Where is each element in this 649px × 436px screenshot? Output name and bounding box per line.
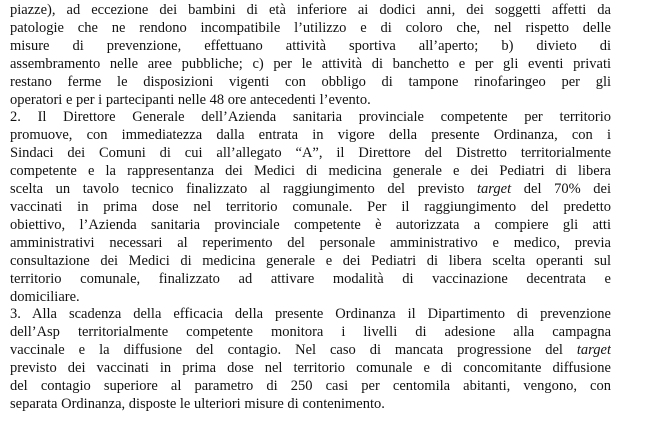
italic-term: target [477,181,512,198]
text-line [10,271,611,289]
paragraph-2 [10,109,611,306]
text-line [10,378,611,396]
text-segment: Sindaci dei Comuni di cui all’allegato “A”, il Direttore del Distretto territorialmente [10,145,611,162]
text-segment: consultazione dei Medici di medicina generale e dei Pediatri di libera scelta operanti sul [10,252,611,269]
text-segment: scelta un tavolo tecnico finalizzato al raggiungimento del previsto [10,181,478,198]
text-segment: patologie che ne rendono incompatibile l’utilizzo e di coloro che, nel rispetto delle [10,19,611,36]
text-segment: del contagio superiore al parametro di 250 casi per centomila abitanti, vengono, con [10,378,611,395]
text-segment: domiciliare. [10,288,80,305]
text-segment: misure di prevenzione, effettuano attività sportiva all’aperto; b) divieto di [10,37,611,54]
text-segment: previsto dei vaccinati in prima dose nel territorio comunale e di concomitante diffusione [10,360,611,377]
text-segment: piazze), ad eccezione dei bambini di età inferiore ai dodici anni, dei soggetti affetti da [10,2,611,18]
italic-term: target [576,342,611,359]
text-segment: dell’Asp territorialmente competente monitora i livelli di adesione alla campagna [10,324,611,341]
text-line [10,38,611,56]
text-line [10,163,611,181]
text-segment: operatori e per i partecipanti nelle 48 ore antecedenti l’evento. [10,91,371,108]
text-line [10,74,611,92]
text-segment: assembramento nelle aree pubbliche; c) per le attività di banchetto e per gli eventi privati [10,55,611,72]
text-line [10,127,611,145]
paragraph-3 [10,306,611,413]
text-segment: vaccinale e la diffusione del contagio. Nel caso di mancata progressione del [10,342,577,359]
text-segment: separata Ordinanza, disposte le ulteriori misure di contenimento. [10,395,385,412]
text-segment: obiettivo, l’Azienda sanitaria provinciale competente è autorizzata a compiere gli atti [10,216,611,233]
text-line [10,199,611,217]
text-line [10,145,611,163]
text-line [10,20,611,38]
text-line [10,306,611,324]
text-segment: territorio comunale, finalizzato ad attivare modalità di vaccinazione decentrata e [10,270,611,287]
text-line [10,181,611,199]
text-segment: competente e la rappresentanza dei Medici di medicina generale e dei Pediatri di libera [10,163,611,180]
text-line [10,324,611,342]
text-line [10,92,611,110]
text-segment: 2. Il Direttore Generale dell’Azienda sanitaria provinciale competente per territorio [10,109,611,126]
text-line [10,109,611,127]
text-segment: del 70% dei [511,181,611,198]
text-line [10,289,611,307]
text-segment: restano ferme le disposizioni vigenti con obbligo di tampone rinofaringeo per gli [10,73,611,90]
text-line [10,253,611,271]
text-line [10,56,611,74]
text-line [10,396,611,414]
text-line [10,360,611,378]
text-segment: amministrativi necessari al reperimento del personale amministrativo e medico, previa [10,234,611,251]
document-body [10,2,611,414]
text-segment: 3. Alla scadenza della efficacia della presente Ordinanza il Dipartimento di prevenzione [10,306,611,323]
text-segment: vaccinati in prima dose nel territorio comunale. Per il raggiungimento del predetto [10,198,611,215]
text-line [10,217,611,235]
text-line [10,235,611,253]
text-line [10,342,611,360]
text-segment: promuove, con immediatezza dalla entrata in vigore della presente Ordinanza, con i [10,127,611,144]
text-line [10,2,611,20]
paragraph-1 [10,2,611,109]
